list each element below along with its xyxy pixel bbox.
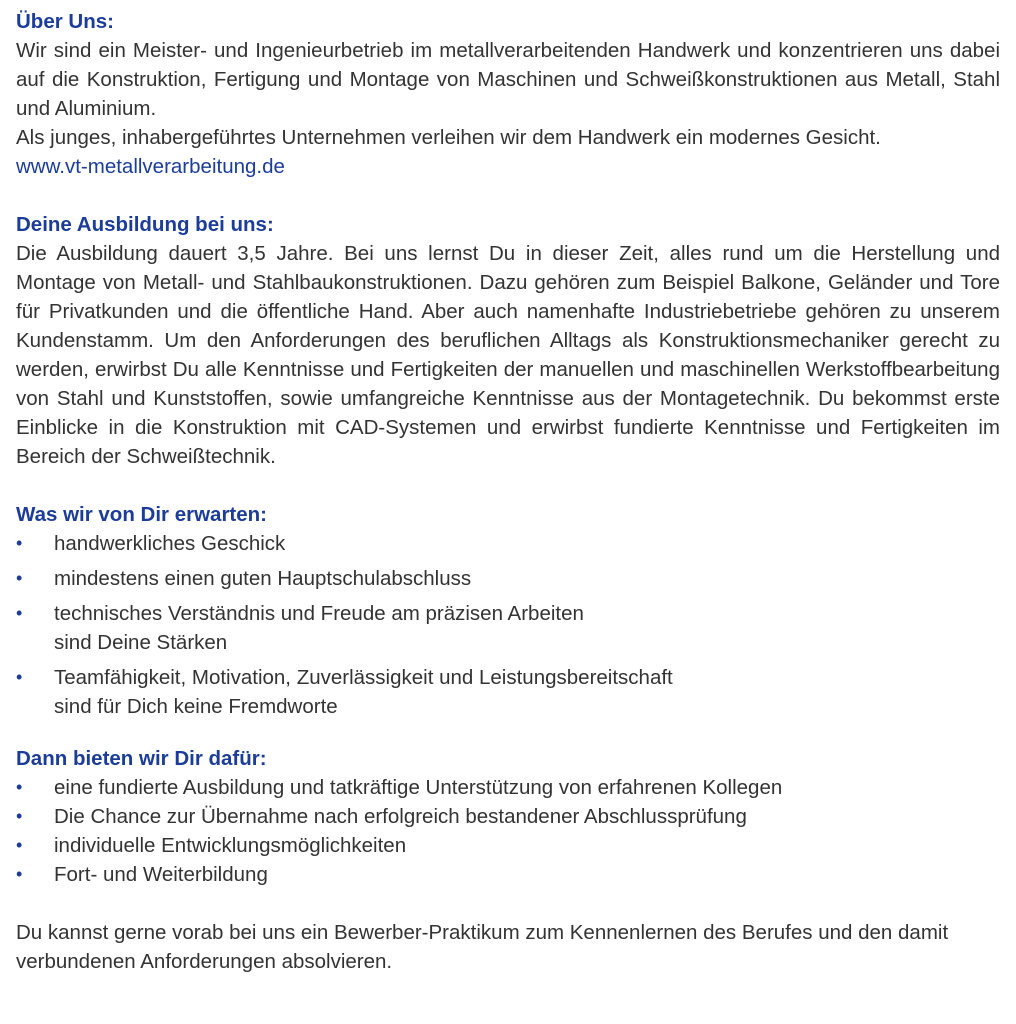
expectations-list [16, 529, 1000, 721]
list-item [16, 860, 1000, 889]
about-paragraph-1: Wir sind ein Meister- und Ingenieurbetrieb im metallverarbeitenden Handwerk und konzentrieren uns dabei auf die Konstruktion, Fertigung und Montage von Maschinen und Schweißkonstruktionen aus Metall, Stahl und Aluminium. [16, 39, 1000, 120]
list-item [16, 663, 1000, 721]
training-paragraph: Die Ausbildung dauert 3,5 Jahre. Bei uns lernst Du in dieser Zeit, alles rund um die Herstellung und Montage von Metall- und Stahlbaukonstruktionen. Dazu gehören zum Beispiel Balkone, Geländer und Tore für Privatkunden und die öffentliche Hand. Aber auch namenhafte Industriebetriebe gehören zu unserem Kundenstamm. Um den Anforderungen des beruflichen Alltags als Konstruktionsmechaniker gerecht zu werden, erwirbst Du alle Kenntnisse und Fertigkeiten der manuellen und maschinellen Werkstoffbearbeitung von Stahl und Kunststoffen, sowie umfangreiche Kenntnisse aus der Montagetechnik. Du bekommst erste Einblicke in die Konstruktion mit CAD-Systemen und erwirbst fundierte Kenntnisse und Fertigkeiten im Bereich der Schweißtechnik. [16, 242, 1000, 468]
closing-paragraph: Du kannst gerne vorab bei uns ein Bewerber-Praktikum zum Kennenlernen des Berufes und den damit verbundenen Anforderungen absolvieren. [16, 921, 949, 973]
list-item-text: Teamfähigkeit, Motivation, Zuverlässigkeit und Leistungsbereitschaft [54, 666, 673, 689]
list-item-text: eine fundierte Ausbildung und tatkräftige Unterstützung von erfahrenen Kollegen [54, 776, 783, 799]
bullet-icon: • [16, 533, 23, 553]
bullet-icon: • [16, 806, 23, 826]
list-item [16, 773, 1000, 802]
bullet-icon: • [16, 568, 23, 588]
training-section [16, 210, 1000, 471]
bullet-icon: • [16, 667, 23, 687]
list-item-text: handwerkliches Geschick [54, 532, 286, 555]
list-item [16, 529, 1000, 558]
about-section [16, 7, 1000, 181]
list-item-text: individuelle Entwicklungsmöglichkeiten [54, 834, 407, 857]
offer-section [16, 744, 1000, 889]
list-item-text: Fort- und Weiterbildung [54, 863, 268, 886]
list-item-text: mindestens einen guten Hauptschulabschluss [54, 567, 472, 590]
list-item-continuation: sind für Dich keine Fremdworte [54, 695, 338, 718]
bullet-icon: • [16, 835, 23, 855]
expectations-heading: Was wir von Dir erwarten: [16, 503, 267, 526]
bullet-icon: • [16, 777, 23, 797]
offer-heading: Dann bieten wir Dir dafür: [16, 747, 267, 770]
list-item [16, 831, 1000, 860]
offer-list [16, 773, 1000, 889]
closing-section [16, 918, 1000, 976]
list-item-continuation: sind Deine Stärken [54, 631, 228, 654]
website-link[interactable]: www.vt-metallverarbeitung.de [16, 155, 285, 178]
about-heading: Über Uns: [16, 10, 114, 33]
expectations-section [16, 500, 1000, 721]
bullet-icon: • [16, 864, 23, 884]
list-item [16, 564, 1000, 593]
list-item [16, 802, 1000, 831]
bullet-icon: • [16, 603, 23, 623]
list-item-text: technisches Verständnis und Freude am präzisen Arbeiten [54, 602, 584, 625]
list-item-text: Die Chance zur Übernahme nach erfolgreich bestandener Abschlussprüfung [54, 805, 747, 828]
training-heading: Deine Ausbildung bei uns: [16, 213, 274, 236]
list-item [16, 599, 1000, 657]
about-paragraph-2: Als junges, inhabergeführtes Unternehmen verleihen wir dem Handwerk ein modernes Gesicht. [16, 126, 881, 149]
